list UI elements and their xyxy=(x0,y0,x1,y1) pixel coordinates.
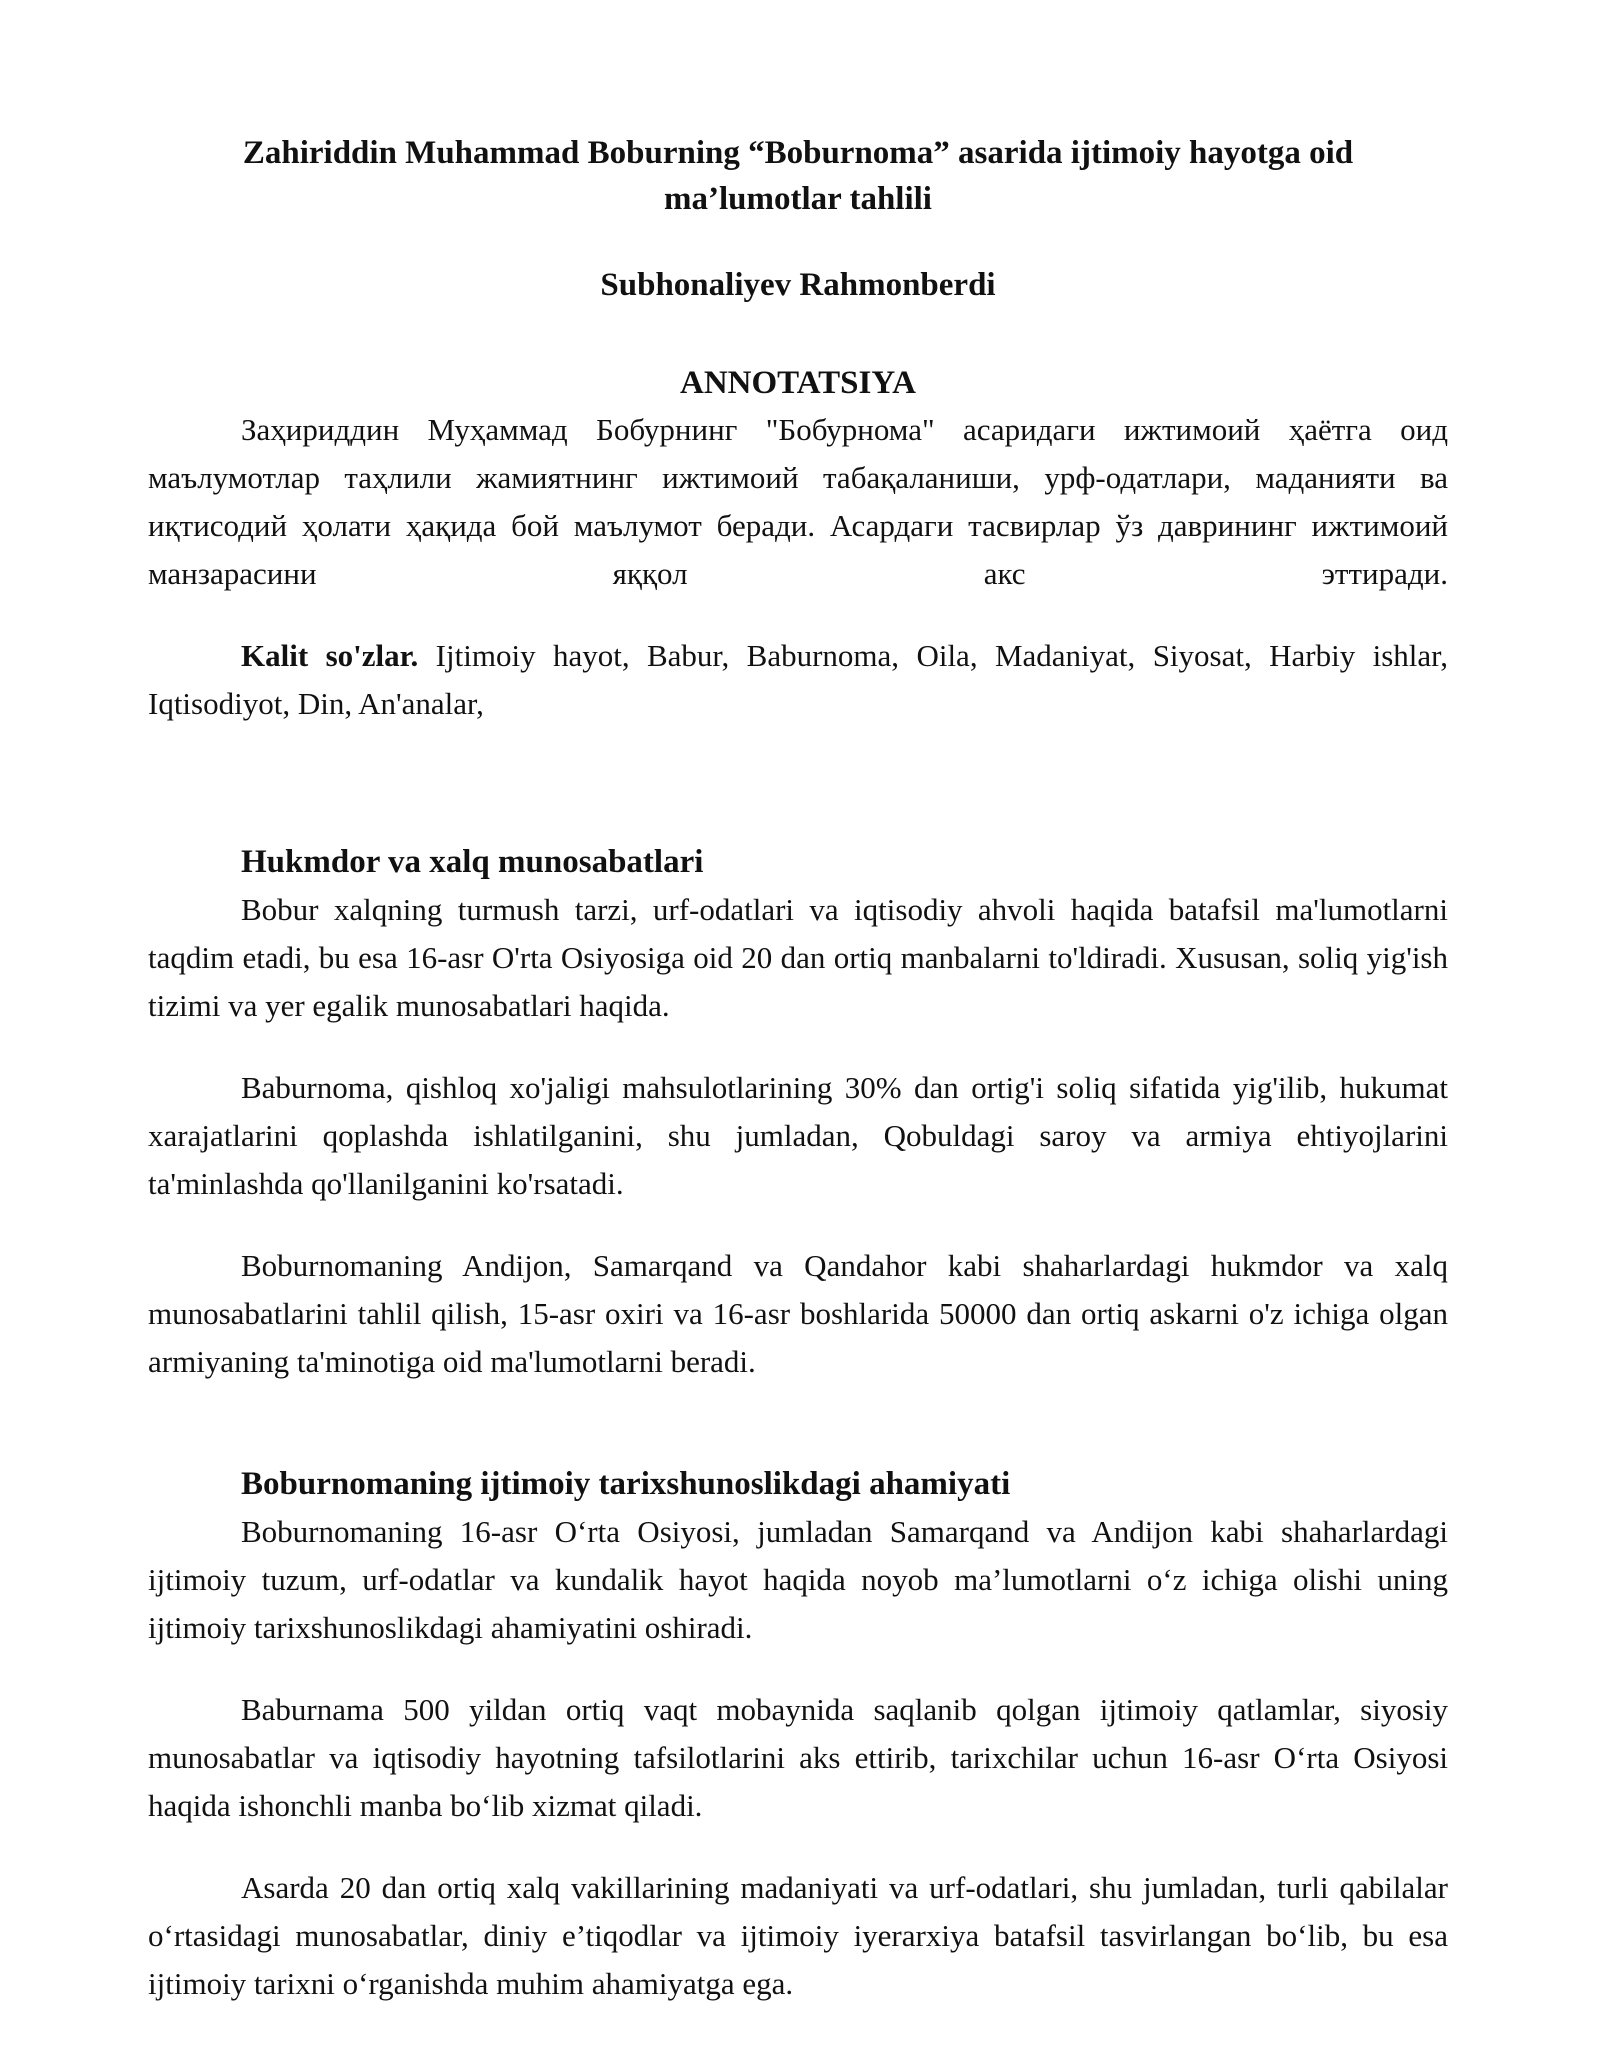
document-title: Zahiriddin Muhammad Boburning “Boburnoma” asarida ijtimoiy hayotga oid ma’lumotlar tahlili xyxy=(242,135,1354,217)
section-paragraph: Boburnomaning Andijon, Samarqand va Qandahor kabi shaharlardagi hukmdor va xalq munosabatlarini tahlil qilish, 15-asr oxiri va 16-asr boshlarida 50000 dan ortiq askarni o'z ichiga olgan armiyaning ta'minotiga oid ma'lumotlarni beradi. xyxy=(148,1248,1448,1379)
annotation-heading: ANNOTATSIYA xyxy=(680,365,916,401)
section-paragraph: Bobur xalqning turmush tarzi, urf-odatlari va iqtisodiy ahvoli haqida batafsil ma'lumotlarni taqdim etadi, bu esa 16-asr O'rta Osiyosiga oid 20 dan ortiq manbalarni to'ldiradi. Xususan, soliq yig'ish tizimi va yer egalik munosabatlari haqida. xyxy=(148,892,1448,1023)
section-paragraph: Asarda 20 dan ortiq xalq vakillarining madaniyati va urf-odatlari, shu jumladan, turli qabilalar o‘rtasidagi munosabatlar, diniy e’tiqodlar va ijtimoiy iyerarxiya batafsil tasvirlangan bo‘lib, bu esa ijtimoiy tarixni o‘rganishda muhim ahamiyatga ega. xyxy=(148,1870,1448,2001)
section-paragraph: Baburnoma, qishloq xo'jaligi mahsulotlarining 30% dan ortig'i soliq sifatida yig'ilib, hukumat xarajatlarini qoplashda ishlatilganini, shu jumladan, Qobuldagi saroy va armiya ehtiyojlarini ta'minlashda qo'llanilganini ko'rsatadi. xyxy=(148,1070,1448,1201)
annotation-paragraph: Заҳириддин Муҳаммад Бобурнинг "Бобурнома" асаридаги ижтимоий ҳаётга оид маълумотлар таҳлили жамиятнинг ижтимоий табақаланиши, урф-одатлари, маданияти ва иқтисодий ҳолати ҳақида бой маълумот беради. Асардаги тасвирлар ўз даврининг ижтимоий манзарасини яққол акс эттиради. xyxy=(148,412,1448,591)
section-paragraph: Baburnama 500 yildan ortiq vaqt mobaynida saqlanib qolgan ijtimoiy qatlamlar, siyosiy munosabatlar va iqtisodiy hayotning tafsilotlarini aks ettirib, tarixchilar uchun 16-asr O‘rta Osiyosi haqida ishonchli manba bo‘lib xizmat qiladi. xyxy=(148,1692,1448,1823)
document-page xyxy=(148,130,1448,2008)
keywords-text: Ijtimoiy hayot, Babur, Baburnoma, Oila, Madaniyat, Siyosat, Harbiy ishlar, Iqtisodiyot, Din, An'analar, xyxy=(148,638,1448,721)
keywords-paragraph xyxy=(148,632,1448,728)
section-paragraph: Boburnomaning 16-asr O‘rta Osiyosi, jumladan Samarqand va Andijon kabi shaharlardagi ijtimoiy tuzum, urf-odatlar va kundalik hayot haqida noyob ma’lumotlarni o‘z ichiga olishi uning ijtimoiy tarixshunoslikdagi ahamiyatini oshiradi. xyxy=(148,1514,1448,1645)
section-heading-historiography: Boburnomaning ijtimoiy tarixshunoslikdagi ahamiyati xyxy=(241,1466,1011,1502)
keywords-label: Kalit so'zlar. xyxy=(241,638,419,673)
author-name: Subhonaliyev Rahmonberdi xyxy=(600,267,996,303)
section-heading-ruler-people: Hukmdor va xalq munosabatlari xyxy=(241,844,704,880)
